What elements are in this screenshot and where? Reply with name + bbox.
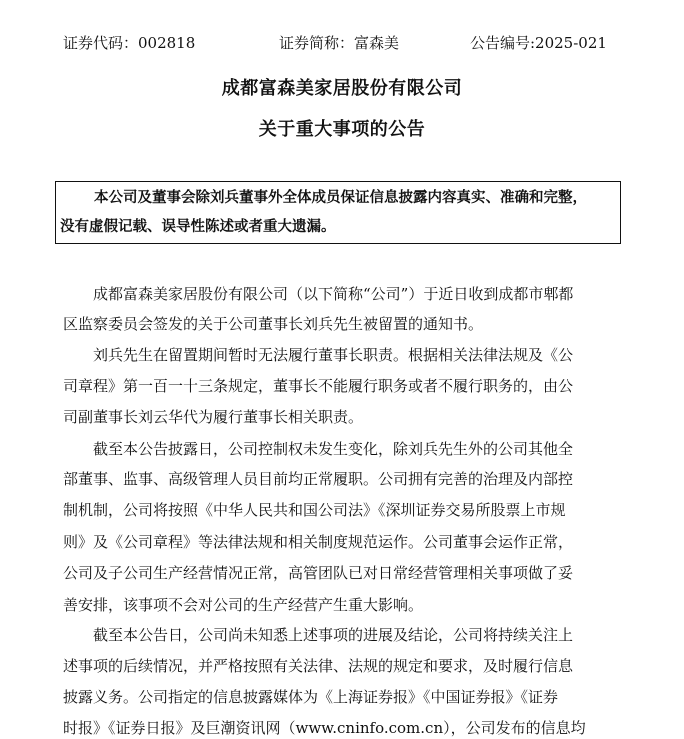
paragraph-line: 区监察委员会签发的关于公司董事长刘兵先生被留置的通知书。 — [63, 315, 484, 333]
paragraph-line: 截至本公告披露日，公司控制权未发生变化，除刘兵先生外的公司其他全 — [93, 440, 574, 458]
paragraph-line: 成都富森美家居股份有限公司（以下简称“公司”）于近日收到成都市郫都 — [93, 285, 574, 303]
paragraph-line: 善安排，该事项不会对公司的生产经营产生重大影响。 — [63, 596, 424, 614]
paragraph-line: 时报》《证券日报》及巨潮资讯网（www.cninfo.com.cn），公司发布的信息均 — [63, 719, 586, 737]
announcement-title: 关于重大事项的公告 — [258, 119, 426, 140]
stock-abbreviation: 证券简称：富森美 — [279, 34, 400, 52]
paragraph-line: 制机制，公司将按照《中华人民共和国公司法》《深圳证券交易所股票上市规 — [63, 501, 566, 519]
paragraph-line: 公司及子公司生产经营情况正常，高管团队已对日常经营管理相关事项做了妥 — [63, 564, 574, 582]
disclaimer-line: 本公司及董事会除刘兵董事外全体成员保证信息披露内容真实、准确和完整， — [94, 190, 587, 206]
disclaimer-box — [55, 181, 621, 244]
company-title: 成都富森美家居股份有限公司 — [221, 78, 463, 99]
paragraph-line: 刘兵先生在留置期间暂时无法履行董事长职责。根据相关法律法规及《公 — [93, 346, 574, 364]
paragraph-line: 则》及《公司章程》等法律法规和相关制度规范运作。公司董事会运作正常， — [63, 533, 574, 551]
paragraph-line: 截至本公告日，公司尚未知悉上述事项的进展及结论，公司将持续关注上 — [93, 626, 574, 644]
announcement-number: 公告编号:2025-021 — [470, 34, 607, 52]
paragraph-line: 述事项的后续情况，并严格按照有关法律、法规的规定和要求，及时履行信息 — [63, 657, 574, 675]
disclaimer-line: 没有虚假记载、误导性陈述或者重大遗漏。 — [60, 219, 336, 235]
paragraph-line: 司副董事长刘云华代为履行董事长相关职责。 — [63, 408, 364, 426]
paragraph-line: 部董事、监事、高级管理人员目前均正常履职。公司拥有完善的治理及内部控 — [63, 470, 574, 488]
paragraph-line: 披露义务。公司指定的信息披露媒体为《上海证券报》《中国证券报》《证券 — [63, 688, 559, 706]
stock-code: 证券代码：002818 — [63, 34, 196, 52]
paragraph-line: 司章程》第一百一十三条规定，董事长不能履行职务或者不履行职务的，由公 — [63, 377, 574, 395]
announcement-header — [0, 32, 684, 54]
